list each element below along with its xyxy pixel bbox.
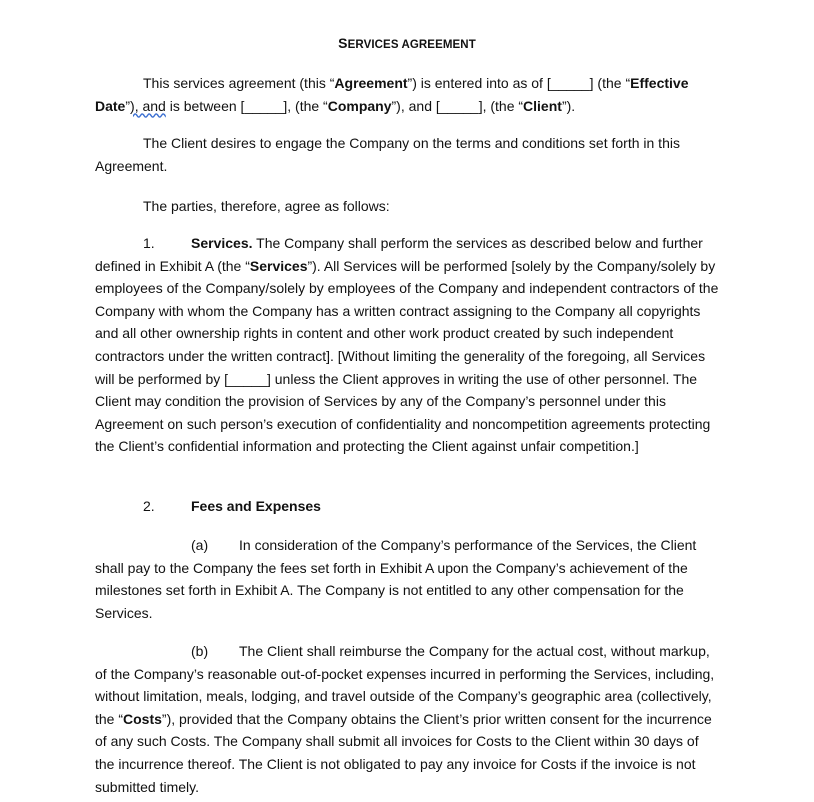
agreement-lead-in: The parties, therefore, agree as follows: [143, 198, 390, 214]
section-number: 1. [143, 235, 155, 251]
defined-term-services: Services [249, 257, 308, 274]
section-number: 2. [143, 498, 155, 514]
recital-paragraph: The Client desires to engage the Company on the terms and conditions set forth in this Agreement. [95, 135, 680, 174]
section-heading: Fees and Expenses [191, 498, 321, 514]
clause-label: (b) [191, 643, 209, 659]
section-heading: Services. [191, 235, 253, 251]
intro-paragraph: This services agreement (this “Agreement”) is entered into as of [_____] (the “Effective Date”), and is between [_____], (the “Company”), and [_____], (the “Client”). [95, 75, 689, 114]
grammar-flag[interactable]: ), and [130, 97, 166, 114]
defined-term-company: Company [327, 97, 392, 114]
clause-2a: (a) In consideration of the Company’s performance of the Services, the Client shall pay to the Company the fees set forth in Exhibit A upon the Company’s achievement of the milestones set forth in Exhibit A. The Company is not entitled to any other compensation for the Services. [95, 534, 720, 624]
clause-2b: (b) The Client shall reimburse the Company for the actual cost, without markup, of the Company’s reasonable out-of-pocket expenses incurred in performing the Services, including, without limitation, meals, lodging, and travel outside of the Company’s geographic area (collectively, the “Costs”), provided that the Company obtains the Client’s prior written consent for the incurrence of any such Costs. The Company shall submit all invoices for Costs to the Client within 30 days of the incurrence thereof. The Client is not obligated to pay any invoice for Costs if the invoice is not submitted timely. [95, 640, 720, 798]
section-1-services: 1. Services. The Company shall perform the services as described below and further defined in Exhibit A (the “Services”). All Services will be performed [solely by the Company/solely by employees of the Company/solely by employees of the Company and independent contractors of the Company with whom the Company has a written contract assigning to the Company all copyrights and all other ownership rights in content and other work product created by such independent contractors under the written contract]. [Without limiting the generality of the foregoing, all Services will be performed by [_____] unless the Client approves in writing the use of other personnel. The Client may condition the provision of Services by any of the Company’s personnel under this Agreement on such person’s execution of confidentiality and noncompetition agreements protecting the Client’s confidential information and protecting the Client against unfair competition.] [95, 232, 720, 458]
title-smallcaps: ERVICES AGREEMENT [347, 39, 476, 51]
defined-term-client: Client [523, 97, 562, 114]
clause-label: (a) [191, 537, 209, 553]
section-2-heading [95, 495, 720, 518]
document-title [0, 35, 814, 51]
defined-term-costs: Costs [123, 710, 162, 727]
defined-term-agreement: Agreement [334, 75, 408, 91]
title-initial: S [338, 35, 348, 51]
defined-term-effective-date: Effective Date [95, 75, 689, 114]
